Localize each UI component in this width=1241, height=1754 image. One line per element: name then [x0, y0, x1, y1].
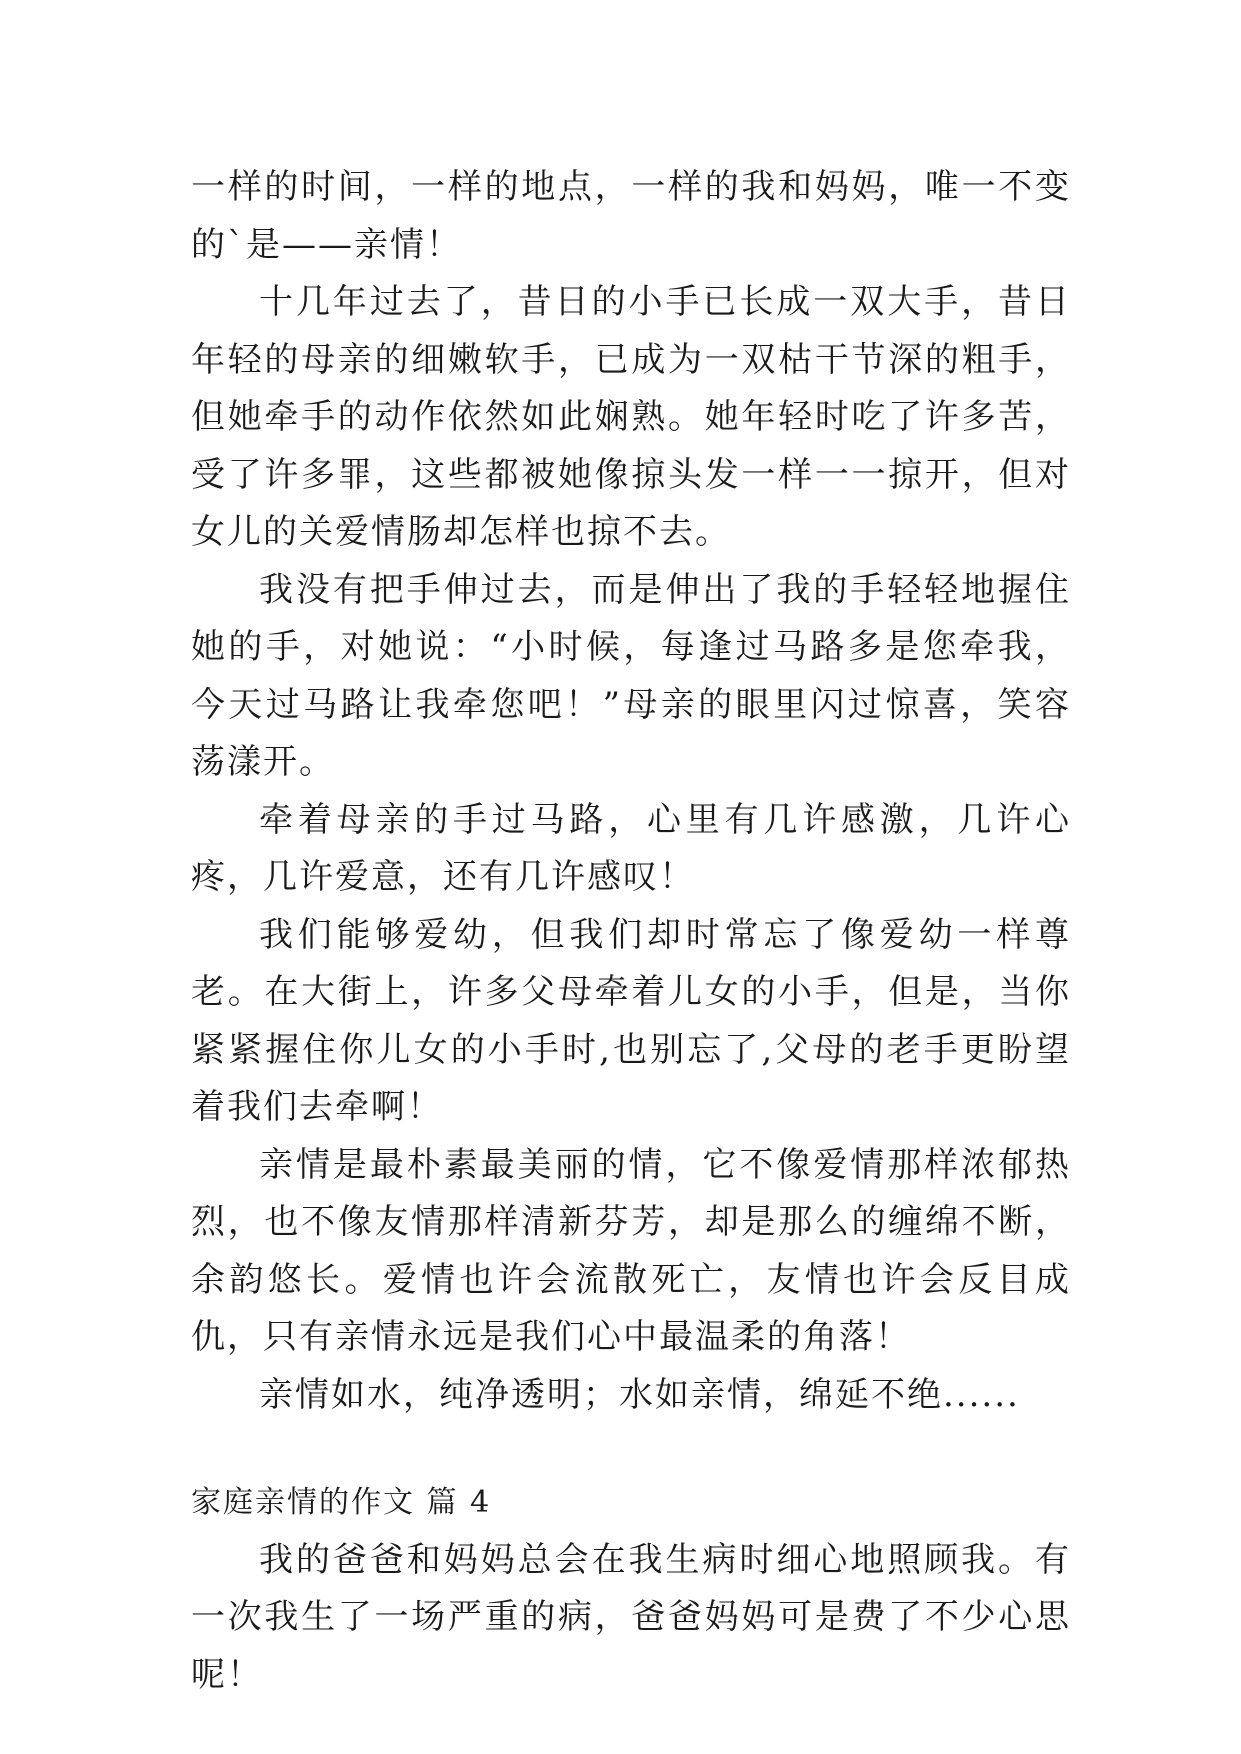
- section-heading: 家庭亲情的作文 篇 4: [191, 1485, 492, 1520]
- paragraph: 十几年过去了，昔日的小手已长成一双大手，昔日年轻的母亲的细嫩软手，已成为一双枯干节深的粗手，但她牵手的动作依然如此娴熟。她年轻时吃了许多苦，受了许多罪，这些都被她像掠头发一样一一掠开，但对女儿的关爱情肠却怎样也掠不去。: [191, 282, 1071, 552]
- paragraph: 牵着母亲的手过马路，心里有几许感激，几许心疼，几许爱意，还有几许感叹！: [191, 799, 1071, 897]
- paragraph: 我没有把手伸过去，而是伸出了我的手轻轻地握住她的手，对她说：“小时候，每逢过马路多是您牵我，今天过马路让我牵您吧！”母亲的眼里闪过惊喜，笑容荡漾开。: [191, 569, 1071, 782]
- paragraph: 亲情如水，纯净透明；水如亲情，绵延不绝......: [259, 1374, 1020, 1415]
- paragraph: 亲情是最朴素最美丽的情，它不像爱情那样浓郁热烈，也不像友情那样清新芬芳，却是那么的缠绵不断，余韵悠长。爱情也许会流散死亡，友情也许会反目成仇，只有亲情永远是我们心中最温柔的角落！: [191, 1144, 1071, 1357]
- paragraph-continued: 一样的时间，一样的地点，一样的我和妈妈，唯一不变的`是——亲情！: [191, 167, 1071, 265]
- paragraph: 我们能够爱幼，但我们却时常忘了像爱幼一样尊老。在大街上，许多父母牵着儿女的小手，但是，当你紧紧握住你儿女的小手时,也别忘了,父母的老手更盼望着我们去牵啊！: [191, 914, 1071, 1127]
- document-body: [191, 159, 1071, 1704]
- paragraph: 我的爸爸和妈妈总会在我生病时细心地照顾我。有一次我生了一场严重的病，爸爸妈妈可是费了不少心思呢！: [191, 1539, 1071, 1695]
